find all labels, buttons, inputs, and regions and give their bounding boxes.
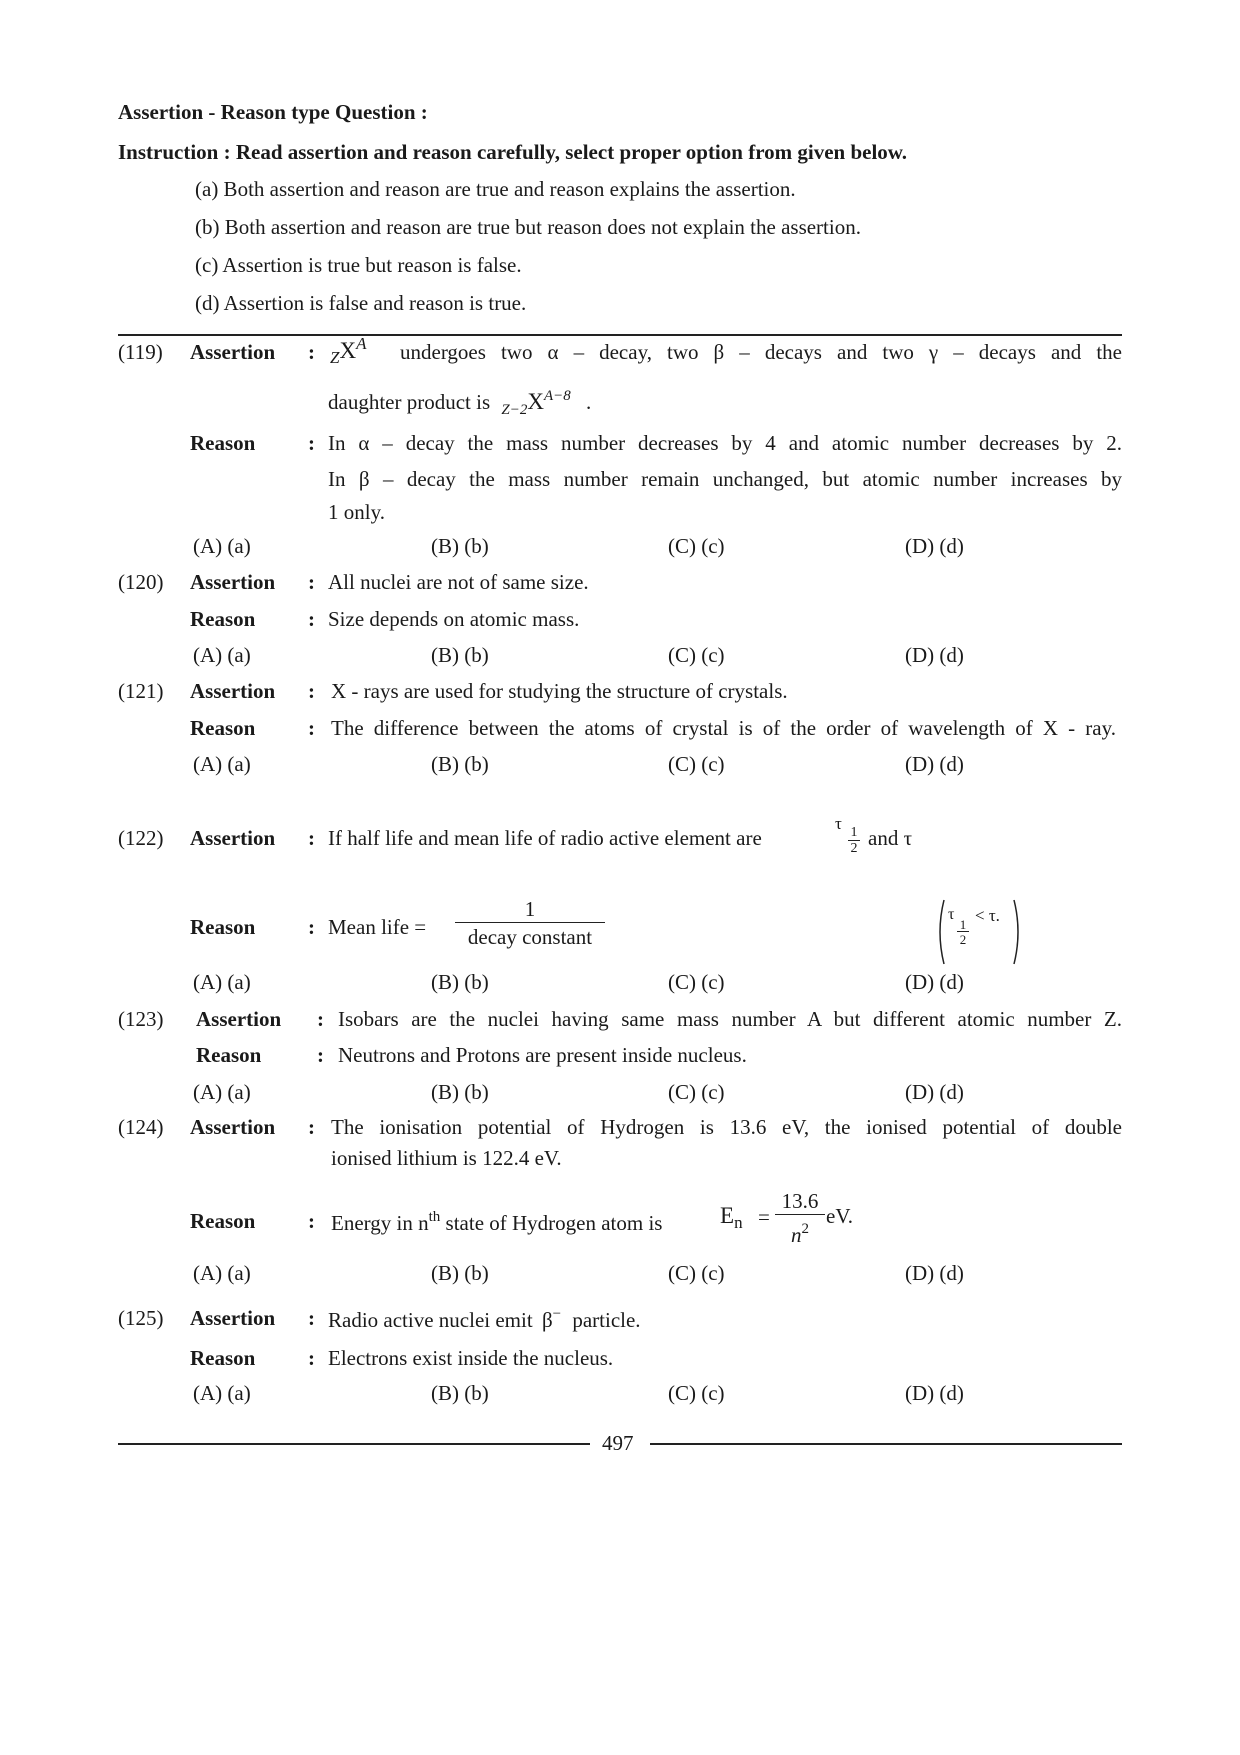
subscript-fraction	[848, 826, 860, 857]
paren-subscript-fraction	[957, 918, 969, 947]
option-b[interactable]: (B) (b)	[431, 970, 489, 994]
unit-ev: eV.	[826, 1204, 854, 1228]
denominator-exponent: 2	[801, 1221, 809, 1237]
assertion-line-2	[328, 388, 591, 419]
question-number: (123)	[118, 1007, 164, 1031]
option-d[interactable]: (D) (d)	[905, 970, 964, 994]
assertion-label: Assertion	[190, 1306, 276, 1330]
question-number: (121)	[118, 679, 164, 703]
reason-label: Reason	[190, 607, 256, 631]
colon: :	[308, 570, 315, 594]
assertion-text-pre: Radio active nuclei emit	[328, 1308, 533, 1332]
daughter-z-sub: Z−2	[501, 402, 528, 418]
tau-symbol: τ	[835, 814, 842, 833]
option-b[interactable]: (B) (b)	[431, 643, 489, 667]
assertion-label: Assertion	[190, 1115, 276, 1139]
assertion-label: Assertion	[190, 826, 276, 850]
option-d[interactable]: (D) (d)	[905, 1381, 964, 1405]
reason-label: Reason	[190, 1209, 256, 1233]
choice-d: (d) Assertion is false and reason is true.	[195, 291, 527, 315]
page-number: 497	[602, 1431, 634, 1455]
energy-fraction	[775, 1188, 825, 1249]
colon: :	[317, 1043, 324, 1067]
assertion-label: Assertion	[190, 679, 276, 703]
colon: :	[308, 1115, 315, 1139]
reason-text	[331, 1209, 662, 1236]
option-a[interactable]: (A) (a)	[193, 752, 251, 776]
choice-b: (b) Both assertion and reason are true but reason does not explain the assertion.	[195, 215, 861, 239]
reason-line-1: In α – decay the mass number decreases by 4 and atomic number decreases by 2.	[328, 431, 1122, 455]
reason-text: Neutrons and Protons are present inside nucleus.	[338, 1043, 747, 1067]
question-number: (119)	[118, 340, 163, 364]
reason-text: The difference between the atoms of crystal is of the order of wavelength of X - ray.	[331, 716, 1116, 740]
question-number: (124)	[118, 1115, 164, 1139]
assertion-text: X - rays are used for studying the structure of crystals.	[331, 679, 788, 703]
reason-line-3: 1 only.	[328, 500, 385, 524]
assertion-text: undergoes two α – decay, two β – decays and two γ – decays and the	[400, 340, 1122, 364]
option-d[interactable]: (D) (d)	[905, 643, 964, 667]
mass-number-sup: A	[356, 334, 367, 353]
daughter-a-sup: A−8	[543, 388, 571, 404]
reason-label: Reason	[196, 1043, 262, 1067]
colon: :	[308, 679, 315, 703]
option-c[interactable]: (C) (c)	[668, 534, 725, 558]
header-divider	[118, 334, 1122, 336]
fraction-denominator: decay constant	[455, 922, 605, 951]
assertion-label: Assertion	[190, 340, 276, 364]
option-b[interactable]: (B) (b)	[431, 1261, 489, 1285]
assertion-text: If half life and mean life of radio active element are	[328, 826, 762, 850]
question-number: (125)	[118, 1306, 164, 1330]
reason-label: Reason	[190, 716, 256, 740]
colon: :	[308, 915, 315, 939]
option-a[interactable]: (A) (a)	[193, 534, 251, 558]
option-b[interactable]: (B) (b)	[431, 534, 489, 558]
reason-label: Reason	[190, 915, 256, 939]
fraction-denominator	[775, 1214, 825, 1249]
section-title: Assertion - Reason type Question :	[118, 100, 428, 124]
th-superscript: th	[428, 1209, 441, 1225]
element-symbol: X	[339, 338, 357, 363]
assertion-label: Assertion	[190, 570, 276, 594]
colon: :	[308, 1306, 315, 1330]
option-d[interactable]: (D) (d)	[905, 1080, 964, 1104]
colon: :	[317, 1007, 324, 1031]
footer-rule-right	[650, 1443, 1122, 1445]
reason-text-pre: Energy in n	[331, 1211, 429, 1235]
energy-E: E	[720, 1203, 735, 1228]
colon: :	[308, 1346, 315, 1370]
less-than-tau: < τ.	[975, 906, 1000, 925]
option-a[interactable]: (A) (a)	[193, 643, 251, 667]
choice-c: (c) Assertion is true but reason is false.	[195, 253, 522, 277]
paren-tau: τ	[948, 906, 955, 923]
energy-subscript-n: n	[734, 1213, 743, 1232]
colon: :	[308, 716, 315, 740]
reason-line-2: In β – decay the mass number remain unchanged, but atomic number increases by	[328, 467, 1122, 491]
option-c[interactable]: (C) (c)	[668, 970, 725, 994]
option-a[interactable]: (A) (a)	[193, 1381, 251, 1405]
atomic-number-sub: Z	[330, 348, 340, 367]
question-number: (120)	[118, 570, 164, 594]
assertion-line-1: The ionisation potential of Hydrogen is 13.6 eV, the ionised potential of double	[331, 1115, 1122, 1139]
energy-symbol	[720, 1203, 743, 1233]
option-c[interactable]: (C) (c)	[668, 1261, 725, 1285]
option-c[interactable]: (C) (c)	[668, 1080, 725, 1104]
subscript-denominator: 2	[850, 841, 858, 856]
option-a[interactable]: (A) (a)	[193, 1080, 251, 1104]
daughter-symbol: X	[527, 389, 544, 414]
beta-symbol: β	[541, 1308, 553, 1332]
assertion-label: Assertion	[196, 1007, 282, 1031]
colon: :	[308, 431, 315, 455]
assertion-text: All nuclei are not of same size.	[328, 570, 589, 594]
reason-text: Electrons exist inside the nucleus.	[328, 1346, 614, 1370]
colon: :	[308, 826, 315, 850]
option-b[interactable]: (B) (b)	[431, 1080, 489, 1104]
subscript-denominator: 2	[959, 932, 967, 947]
reason-label: Reason	[190, 1346, 256, 1370]
equals-sign: =	[758, 1205, 770, 1229]
denominator-n: n	[791, 1223, 802, 1247]
and-tau: and τ	[868, 826, 913, 850]
instruction-text: Instruction : Read assertion and reason carefully, select proper option from given below.	[118, 140, 908, 164]
fraction-numerator: 1	[524, 897, 536, 921]
option-d[interactable]: (D) (d)	[905, 752, 964, 776]
option-b[interactable]: (B) (b)	[431, 752, 489, 776]
choice-a: (a) Both assertion and reason are true and reason explains the assertion.	[195, 177, 796, 201]
assertion-text: Isobars are the nuclei having same mass number A but different atomic number Z.	[338, 1007, 1122, 1031]
reason-label: Reason	[190, 431, 256, 455]
footer-rule-left	[118, 1443, 590, 1445]
option-c[interactable]: (C) (c)	[668, 1381, 725, 1405]
fraction-numerator: 13.6	[781, 1189, 819, 1213]
assertion-text-2: daughter product is	[328, 390, 491, 414]
option-b[interactable]: (B) (b)	[431, 1381, 489, 1405]
assertion-nuclide	[330, 334, 366, 368]
option-d[interactable]: (D) (d)	[905, 534, 964, 558]
subscript-numerator: 1	[957, 918, 969, 932]
reason-text-mid: state of Hydrogen atom is	[445, 1211, 663, 1235]
period: .	[586, 390, 592, 414]
reason-text: Size depends on atomic mass.	[328, 607, 580, 631]
option-c[interactable]: (C) (c)	[668, 643, 725, 667]
subscript-numerator: 1	[848, 826, 860, 841]
option-a[interactable]: (A) (a)	[193, 970, 251, 994]
option-c[interactable]: (C) (c)	[668, 752, 725, 776]
option-a[interactable]: (A) (a)	[193, 1261, 251, 1285]
colon: :	[308, 1209, 315, 1233]
mean-life-fraction	[455, 896, 605, 951]
option-d[interactable]: (D) (d)	[905, 1261, 964, 1285]
reason-text: Mean life =	[328, 915, 427, 939]
beta-minus-superscript: −	[552, 1306, 562, 1322]
colon: :	[308, 340, 315, 364]
colon: :	[308, 607, 315, 631]
assertion-line-2: ionised lithium is 122.4 eV.	[331, 1146, 562, 1170]
assertion-text	[328, 1306, 641, 1333]
question-number: (122)	[118, 826, 164, 850]
assertion-text-post: particle.	[572, 1308, 641, 1332]
